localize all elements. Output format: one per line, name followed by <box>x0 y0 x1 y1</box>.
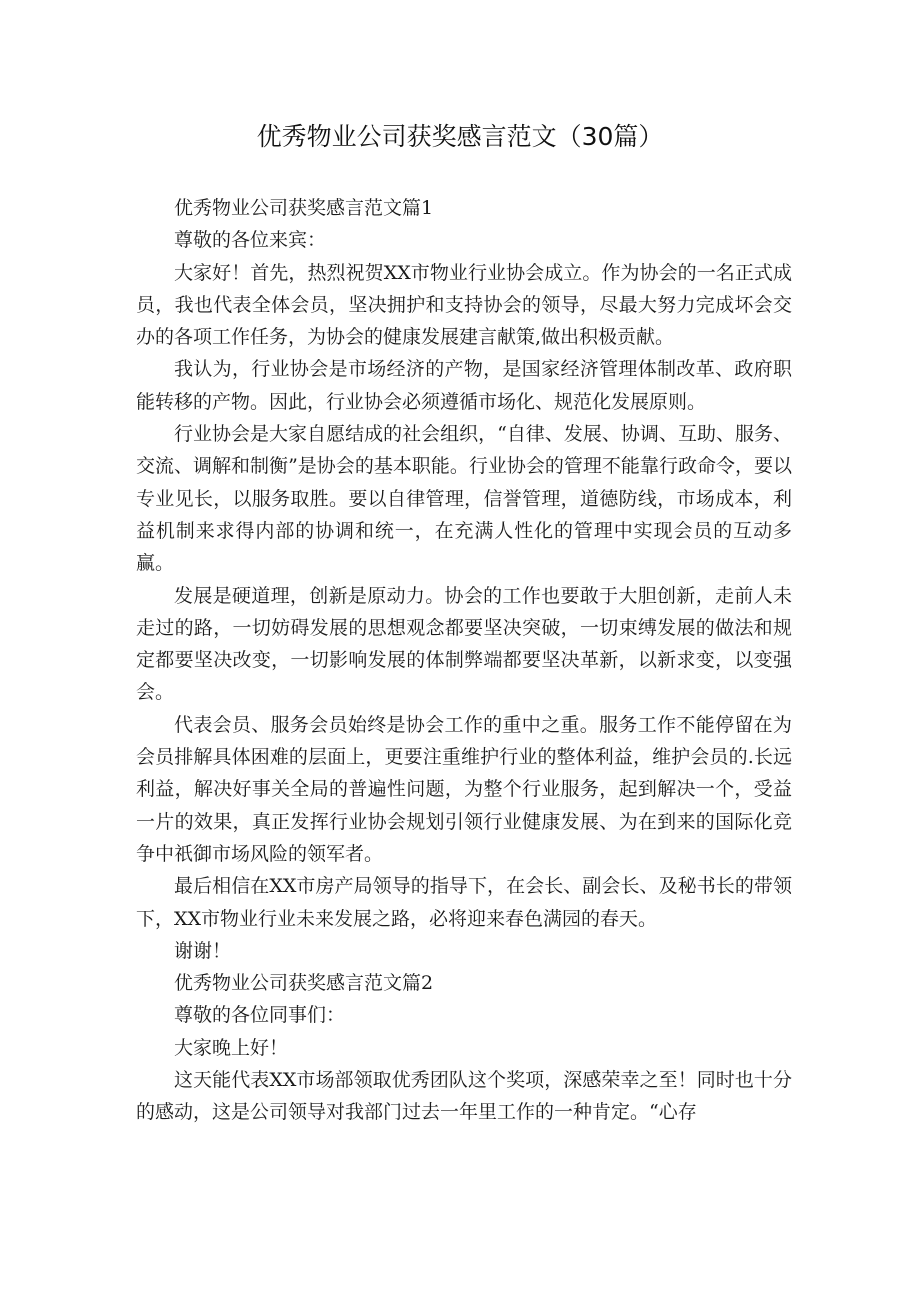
closing-thanks: 谢谢！ <box>174 939 232 962</box>
paragraph: 行业协会是大家自愿结成的社会组织，“自律、发展、协调、互助、服务、交流、调解和制衡”是协会的基本职能。行业协会的管理不能靠行政命令，要以专业见长，以服务取胜。要以自律管理，信誉管理，道德防线，市场成本，利益机制来求得内部的协调和统一，在充满人性化的管理中实现会员的互动多赢。 <box>136 423 792 575</box>
document-title: 优秀物业公司获奖感言范文（30篇） <box>256 122 664 151</box>
salutation-1: 尊敬的各位来宾： <box>174 229 327 252</box>
paragraph: 代表会员、服务会员始终是协会工作的重中之重。服务工作不能停留在为会员排解具体困难的层面上，更要注重维护行业的整体利益，维护会员的.长远利益，解决好事关全局的普遍性问题，为整个行业服务，起到解决一个，受益一片的效果，真正发挥行业协会规划引领行业健康发展、为在到来的国际化竞争中祇御市场风险的领军者。 <box>136 713 792 865</box>
paragraph: 我认为，行业协会是市场经济的产物，是国家经济管理体制改革、政府职能转移的产物。因此，行业协会必须遵循市场化、规范化发展原则。 <box>136 358 792 413</box>
paragraph: 发展是硬道理，创新是原动力。协会的工作也要敢于大胆创新，走前人未走过的路，一切妨碍发展的思想观念都要坚决突破，一切束缚发展的做法和规定都要坚决改变，一切影响发展的体制弊端都要坚决革新，以新求变，以变强会。 <box>136 584 792 704</box>
document-body <box>136 192 792 1129</box>
paragraph: 大家好！首先，热烈祝贺XX市物业行业协会成立。作为协会的一名正式成员，我也代表全体会员，坚决拥护和支持协会的领导，尽最大努力完成坏会交办的各项工作任务，为协会的健康发展建言献策,做出积极贡献。 <box>136 261 792 349</box>
greeting: 大家晚上好！ <box>174 1036 289 1059</box>
paragraph: 最后相信在XX市房产局领导的指导下，在会长、副会长、及秘书长的带领下，XX市物业行业未来发展之路，必将迎来春色满园的春天。 <box>136 875 792 930</box>
salutation-2: 尊敬的各位同事们： <box>174 1004 346 1027</box>
section-heading-1: 优秀物业公司获奖感言范文篇1 <box>174 197 434 219</box>
section-heading-2: 优秀物业公司获奖感言范文篇2 <box>174 972 434 995</box>
paragraph: 这天能代表XX市场部领取优秀团队这个奖项，深感荣幸之至！同时也十分的感动，这是公司领导对我部门过去一年里工作的一种肯定。“心存 <box>136 1069 792 1124</box>
